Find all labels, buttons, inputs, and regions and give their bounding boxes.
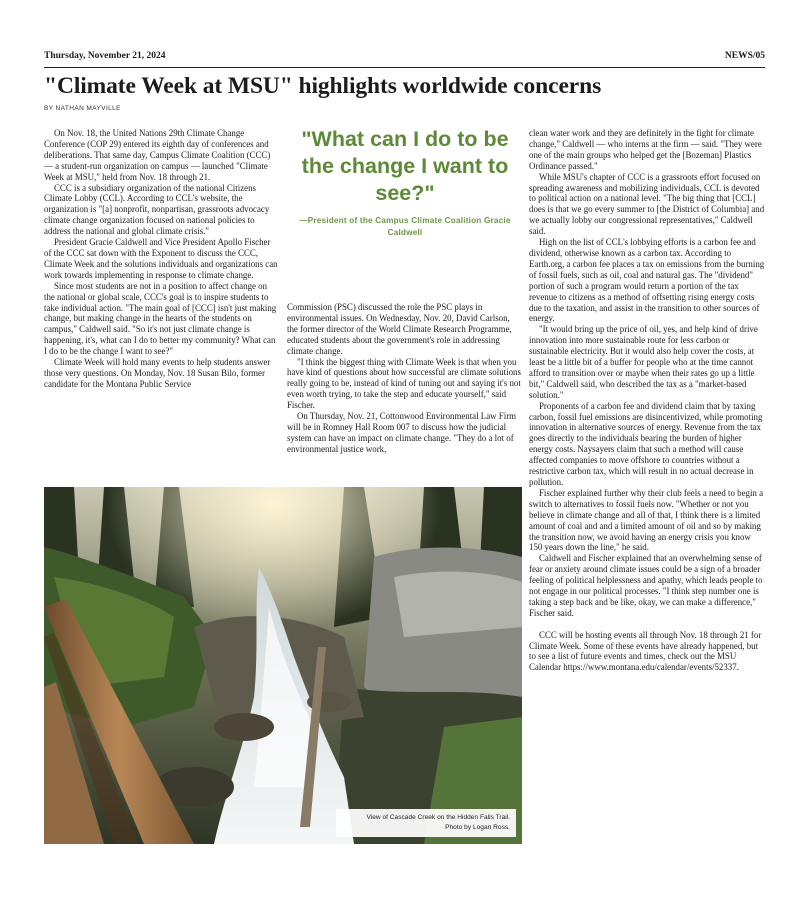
paragraph: On Thursday, Nov. 21, Cottonwood Environmental Law Firm will be in Romney Hall Room 007 to discuss how the judicial system can have an impact on climate change. "They do a lot of environmental justice work, — [287, 411, 517, 454]
paragraph: "It would bring up the price of oil, yes, and help kind of drive innovation into more sustainable route for less carbon or sustainable electricity. But it would also help cover the costs, at least be a little bit of a buffer for people who at the time cannot afford to transition over or maybe when their rates go up a little bit," Caldwell said, who described the tax as a "market-based solution." — [529, 324, 758, 400]
pull-quote-attribution: —President of the Campus Climate Coalition Gracie Caldwell — [299, 216, 511, 237]
section-page-number: NEWS/05 — [724, 51, 765, 61]
paragraph: Climate Week will hold many events to help students answer those very questions. On Monday, Nov. 18 Susan Bilo, former candidate for the Montana Public Service — [44, 357, 271, 389]
paragraph: CCC will be hosting events all through Nov. 18 through 21 for Climate Week. Some of these events have already happened, but to see a list of future events and times, check out the MSU Calendar https://www.montana.edu/calendar/events/52337. — [529, 629, 762, 673]
paragraph: President Gracie Caldwell and Vice President Apollo Fischer of the CCC sat down with the Exponent to discuss the CCC, Climate Week and the solutions individuals and organizations can work towards implementing in response to climate change. — [44, 237, 278, 280]
paragraph: Since most students are not in a position to affect change on the national or global scale, CCC's goal is to inspire students to take individual action. "The main goal of [CCC] isn't just making change, but making change in the hearts of the students on campus," Caldwell said. "So it's not just climate change is happening, it's, what can I do to better my community? What can I do to be the change I want to see?" — [44, 280, 277, 357]
headline: "Climate Week at MSU" highlights worldwide concerns — [44, 73, 602, 99]
creek-photo-illustration — [44, 487, 522, 844]
paragraph: High on the list of CCL's lobbying efforts is a carbon fee and dividend, otherwise known as a carbon tax. According to Earth.org, a carbon fee places a tax on emissions from the burning of fossil fuels, such as oil, coal and natural gas. The "dividend" portion of such a program would return a portion of the tax revenue to citizens as a method of offsetting rising energy costs due to the taxation, and assist in the transition to other sources of energy. — [529, 237, 765, 324]
byline: BY NATHAN MAYVILLE — [44, 105, 121, 112]
pull-quote-text: "What can I do to be the change I want to see?" — [301, 127, 509, 205]
paragraph: clean water work and they are definitely in the fight for climate change," Caldwell — who interns at the firm — said. "They were one of the main groups who helped get the [Bozeman] Plastics Ordinance passed." — [529, 128, 762, 171]
paragraph: CCC is a subsidiary organization of the national Citizens Climate Lobby (CCL). According to CCL's website, the organization is "[a] nonprofit, nonpartisan, grassroots advocacy climate change organization focused on national policies to address the national and global climate crisis." — [44, 182, 270, 237]
creek-photo — [44, 487, 522, 844]
article-column-2 — [287, 302, 522, 455]
pull-quote — [290, 126, 520, 239]
page-header — [44, 51, 765, 65]
paragraph: While MSU's chapter of CCC is a grassroots effort focused on spreading awareness and mobilizing individuals, CCL is devoted to political action on a national level. "The big thing that [CCL] does is that we go every summer to [the District of Columbia] and we actually lobby our congressional representatives," Caldwell said. — [529, 171, 765, 237]
article-column-1 — [44, 128, 279, 390]
paragraph: "I think the biggest thing with Climate Week is that when you have kind of questions about how successful are climate solutions really going to be, instead of kind of tuning out and saying it's not even worth trying, to take the step and educate yourself," said Fischer. — [287, 356, 521, 411]
photo-caption-description: View of Cascade Creek on the Hidden Falls Trail. — [366, 814, 510, 821]
photo-caption-credit: Photo by Logan Ross. — [445, 824, 510, 831]
photo-caption — [336, 809, 516, 837]
paragraph: On Nov. 18, the United Nations 29th Climate Change Conference (COP 29) entered its eighth day of conferences and deliberations. That same day, Campus Climate Coalition (CCC) — a student-run organization on campus — launched "Climate Week at MSU," held from Nov. 18 through 21. — [44, 128, 271, 182]
paragraph: Proponents of a carbon fee and dividend claim that by taxing carbon, fossil fuel emissions are disincentivized, while promoting innovation in alternative sources of energy. Revenue from the tax goes directly to the individuals bearing the burden of higher energy costs. Naysayers claim that such a method will cause affected companies to move offshore to countries without a restrictive carbon tax, which will result in no actual decrease in pollution. — [529, 400, 763, 487]
issue-date: Thursday, November 21, 2024 — [44, 51, 166, 61]
paragraph: Caldwell and Fischer explained that an overwhelming sense of fear or anxiety around climate issues could be a sign of a broader feeling of political helplessness and apathy, which leads people to not engage in our political processes. "I think step number one is taking a step back and be like, okay, we can make a difference," Fischer said. — [529, 553, 763, 618]
article-column-3 — [529, 128, 765, 673]
header-rule — [44, 67, 765, 68]
paragraph: Fischer explained further why their club feels a need to begin a switch to alternatives to fossil fuels now. "Whether or not you believe in climate change and all of that, I think there is a limited amount of coal and and a limited amount of oil and so by making the transition now, we avoid having an energy crisis you know 150 years down the line," he said. — [529, 487, 764, 553]
paragraph: Commission (PSC) discussed the role the PSC plays in environmental issues. On Wednesday, Nov. 20, David Carlson, the former director of the World Climate Research Programme, educated students about the government's role in addressing climate change. — [287, 302, 512, 356]
